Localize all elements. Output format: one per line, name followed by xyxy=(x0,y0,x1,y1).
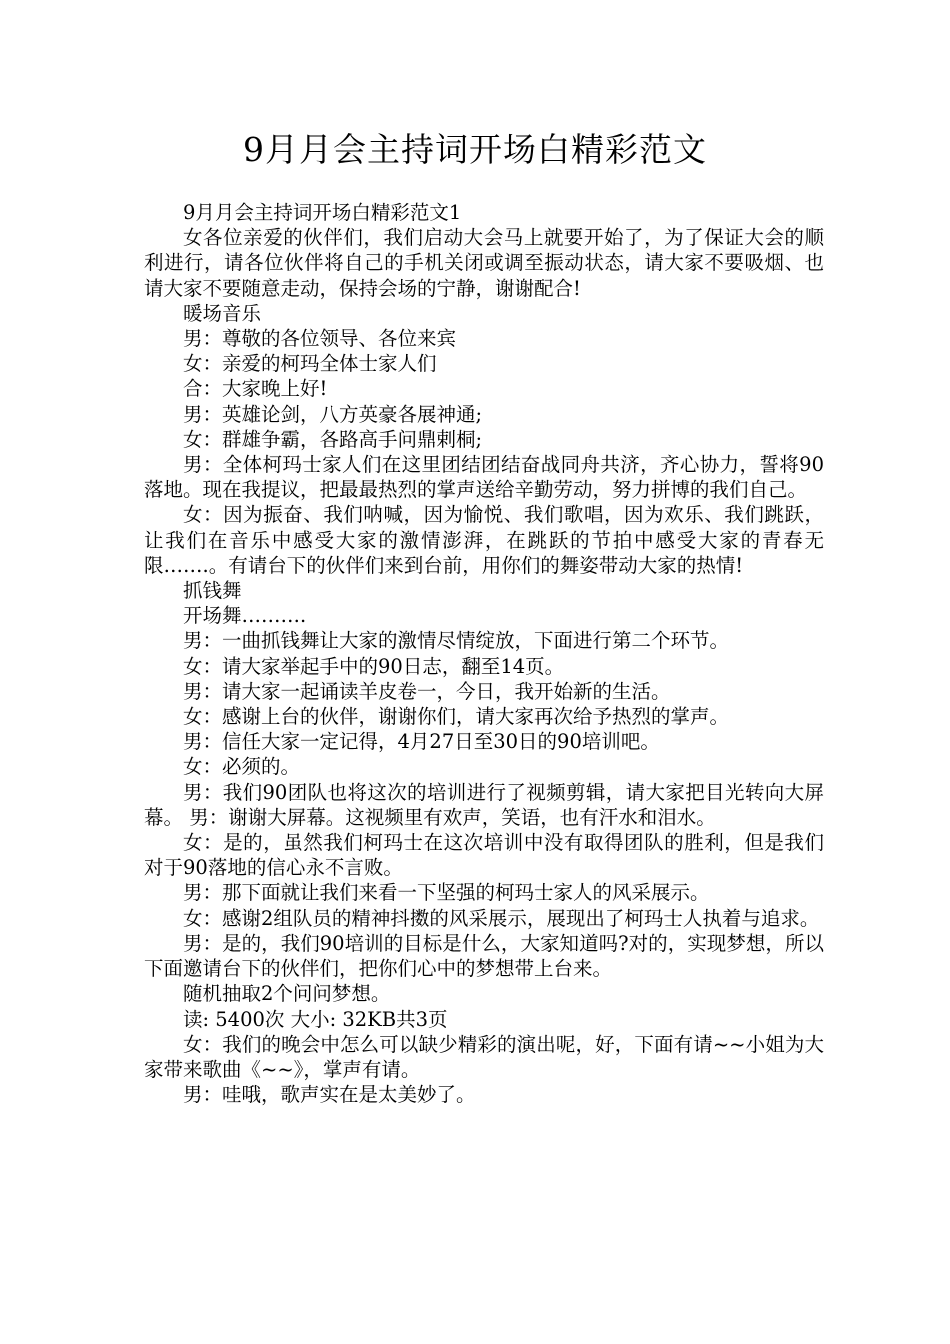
paragraph: 男：请大家一起诵读羊皮卷一，今日，我开始新的生活。 xyxy=(183,679,671,703)
paragraph: 9月月会主持词开场白精彩范文1 xyxy=(183,201,462,224)
paragraph: 随机抽取2个问问梦想。 xyxy=(183,982,391,1006)
paragraph: 读: 5400次 大小: 32KB共3页 xyxy=(183,1007,448,1031)
paragraph: 男：英雄论剑，八方英豪各展神通; xyxy=(183,402,483,426)
paragraph: 女：群雄争霸，各路高手问鼎剌桐; xyxy=(183,427,483,451)
paragraph: 男：信任大家一定记得，4月27日至30日的90培训吧。 xyxy=(183,730,660,754)
paragraph: 女：因为振奋、我们呐喊，因为愉悦、我们歌唱，因为欢乐、我们跳跃，让我们在音乐中感受大家的激情澎湃，在跳跃的节拍中感受大家的青春无限…….。有请台下的伙伴们来到台前，用你们的舞姿带动大家的热情! xyxy=(144,503,824,577)
document-body xyxy=(144,200,824,1107)
paragraph: 男：那下面就让我们来看一下坚强的柯玛士家人的风采展示。 xyxy=(183,881,710,905)
paragraph: 男：全体柯玛士家人们在这里团结团结奋战同舟共济，齐心协力，誓将90落地。现在我提议，把最最热烈的掌声送给辛勤劳动，努力拼博的我们自己。 xyxy=(144,453,824,502)
paragraph: 女：必须的。 xyxy=(183,755,301,779)
paragraph: 抓钱舞 xyxy=(183,579,242,603)
paragraph: 女：感谢2组队员的精神抖擞的风采展示，展现出了柯玛士人执着与追求。 xyxy=(183,906,820,930)
paragraph: 女各位亲爱的伙伴们，我们启动大会马上就要开始了，为了保证大会的顺利进行，请各位伙伴将自己的手机关闭或调至振动状态，请大家不要吸烟、也请大家不要随意走动，保持会场的宁静，谢谢配合! xyxy=(144,226,824,300)
paragraph: 男：我们90团队也将这次的培训进行了视频剪辑，请大家把目光转向大屏幕。 男：谢谢大屏幕。这视频里有欢声，笑语，也有汗水和泪水。 xyxy=(144,780,824,829)
paragraph: 暖场音乐 xyxy=(183,301,262,325)
paragraph: 男：尊敬的各位领导、各位来宾 xyxy=(183,327,457,351)
paragraph: 女：请大家举起手中的90日志，翻至14页。 xyxy=(183,654,565,678)
paragraph: 男：哇哦，歌声实在是太美妙了。 xyxy=(183,1083,476,1107)
paragraph: 男：一曲抓钱舞让大家的激情尽情绽放，下面进行第二个环节。 xyxy=(183,629,730,653)
paragraph: 女：亲爱的柯玛全体士家人们 xyxy=(183,352,437,376)
paragraph: 开场舞………. xyxy=(183,604,307,628)
paragraph: 女：我们的晚会中怎么可以缺少精彩的演出呢，好，下面有请~~小姐为大家带来歌曲《~~》，掌声有请。 xyxy=(144,1032,824,1081)
paragraph: 女：感谢上台的伙伴，谢谢你们，请大家再次给予热烈的掌声。 xyxy=(183,705,730,729)
paragraph: 男：是的，我们90培训的目标是什么，大家知道吗?对的，实现梦想，所以下面邀请台下的伙伴们，把你们心中的梦想带上台来。 xyxy=(144,931,824,981)
paragraph: 合：大家晚上好! xyxy=(183,377,328,401)
paragraph: 女：是的，虽然我们柯玛士在这次培训中没有取得团队的胜利，但是我们对于90落地的信心永不言败。 xyxy=(144,831,824,880)
document-title: 9月月会主持词开场白精彩范文 xyxy=(243,130,707,169)
